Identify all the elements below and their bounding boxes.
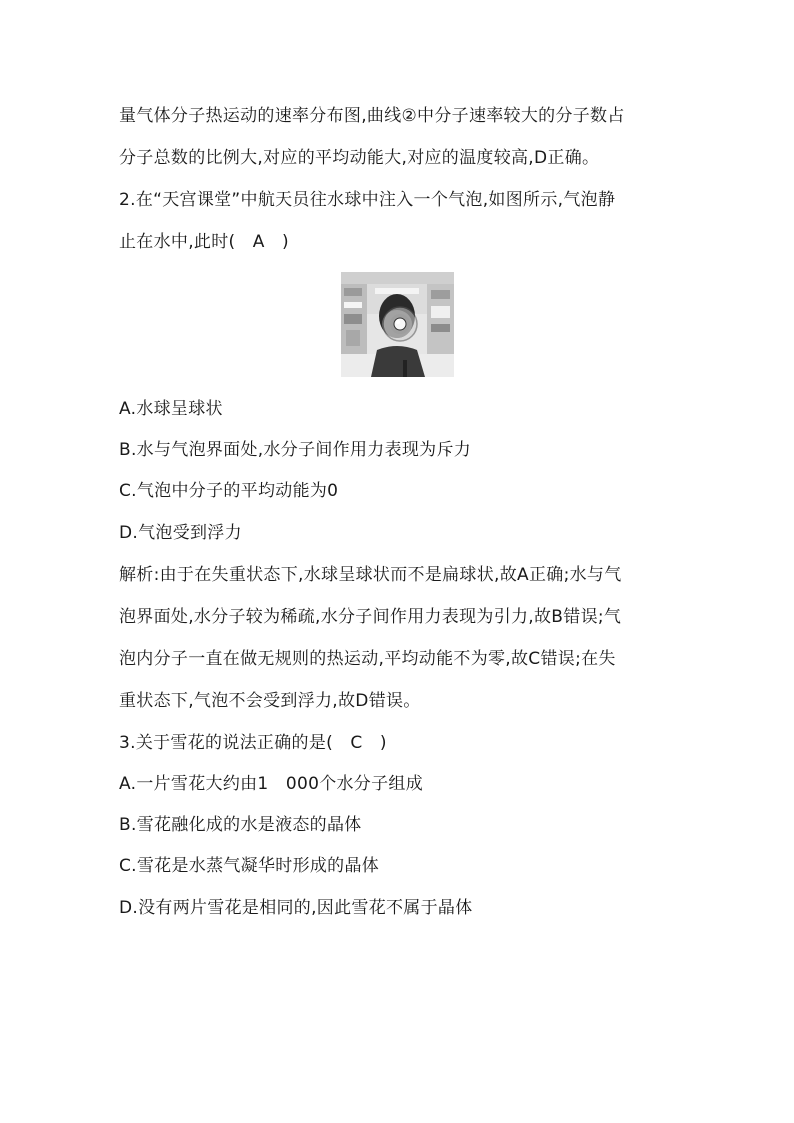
water-ball-photo	[341, 272, 454, 377]
question-2-stem: 2.在“天宫课堂”中航天员往水球中注入一个气泡,如图所示,气泡静	[119, 190, 616, 210]
option-a: A.一片雪花大约由1 000个水分子组成	[119, 774, 423, 794]
text-line: 量气体分子热运动的速率分布图,曲线②中分子速率较大的分子数占	[119, 106, 625, 126]
question-2-stem: 止在水中,此时( A )	[119, 232, 289, 252]
analysis-text: 泡内分子一直在做无规则的热运动,平均动能不为零,故C错误;在失	[119, 649, 616, 669]
option-a: A.水球呈球状	[119, 399, 223, 419]
option-c: C.气泡中分子的平均动能为0	[119, 481, 339, 501]
option-b: B.雪花融化成的水是液态的晶体	[119, 815, 362, 835]
option-d: D.气泡受到浮力	[119, 523, 242, 543]
option-d: D.没有两片雪花是相同的,因此雪花不属于晶体	[119, 898, 473, 918]
option-b: B.水与气泡界面处,水分子间作用力表现为斥力	[119, 440, 472, 460]
analysis-text: 解析:由于在失重状态下,水球呈球状而不是扁球状,故A正确;水与气	[119, 565, 622, 585]
text-line: 分子总数的比例大,对应的平均动能大,对应的温度较高,D正确。	[119, 148, 600, 168]
analysis-text: 泡界面处,水分子较为稀疏,水分子间作用力表现为引力,故B错误;气	[119, 607, 622, 627]
analysis-text: 重状态下,气泡不会受到浮力,故D错误。	[119, 691, 421, 711]
option-c: C.雪花是水蒸气凝华时形成的晶体	[119, 856, 380, 876]
question-3-stem: 3.关于雪花的说法正确的是( C )	[119, 733, 387, 753]
